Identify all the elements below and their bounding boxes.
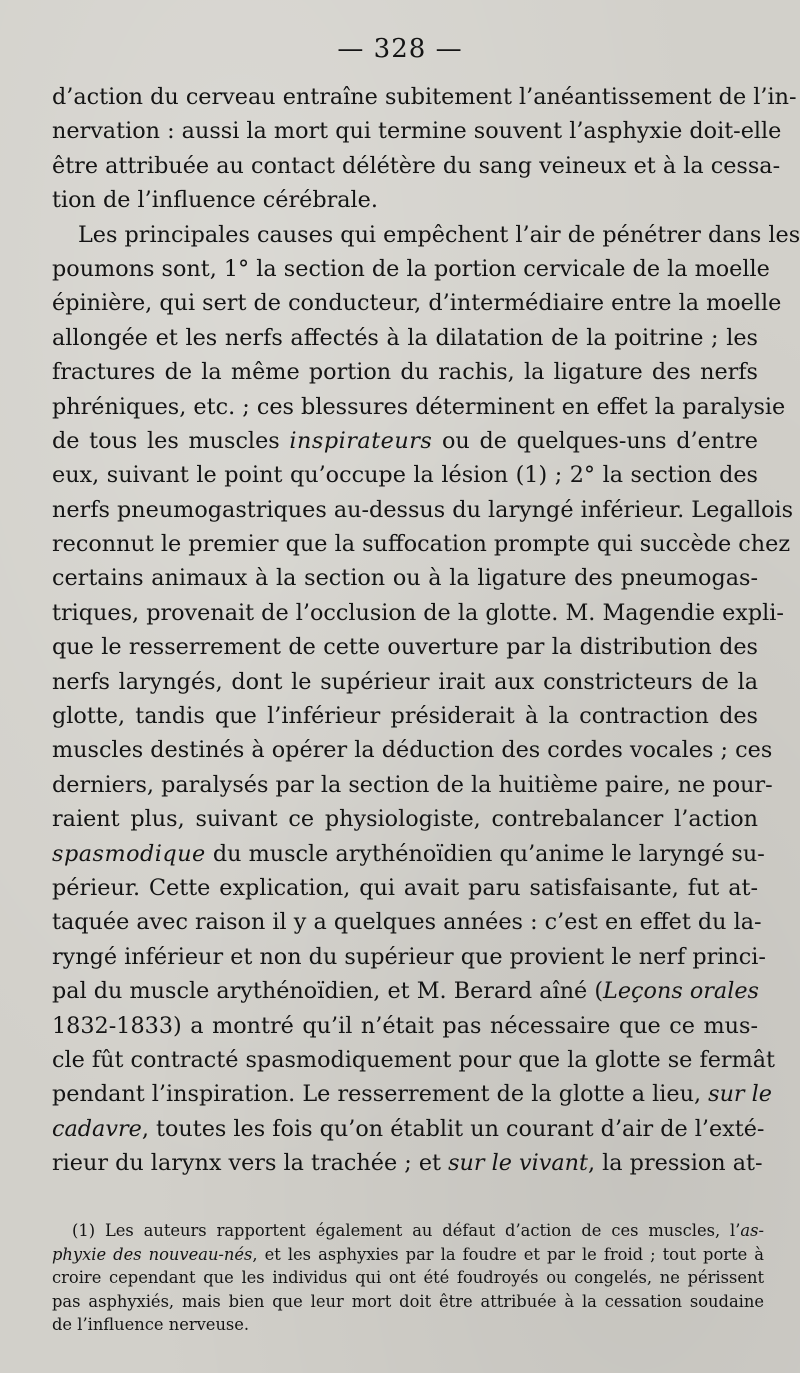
text-segment: ou de quelques-uns d’entre bbox=[432, 427, 758, 454]
italic-term: phyxie des nouveau-nés bbox=[52, 1244, 253, 1264]
text-line: taquée avec raison il y a quelques années : c’est en effet du la- bbox=[52, 909, 762, 936]
text-segment: pendant l’inspiration. Le resserrement de la glotte a lieu, bbox=[52, 1081, 709, 1108]
text-line: nerfs laryngés, dont le supérieur irait aux constricteurs de la bbox=[52, 668, 758, 695]
italic-term: inspirateurs bbox=[289, 427, 433, 454]
text-line: fractures de la même portion du rachis, la ligature des nerfs bbox=[52, 359, 758, 386]
text-line: cle fût contracté spasmodiquement pour que la glotte se fermât bbox=[52, 1046, 775, 1073]
paragraph-start-line: Les principales causes qui empêchent l’air de pénétrer dans les bbox=[78, 221, 800, 248]
italic-term: sur le bbox=[708, 1081, 772, 1108]
text-line bbox=[52, 837, 765, 871]
text-line: allongée et les nerfs affectés à la dilatation de la poitrine ; les bbox=[52, 324, 758, 351]
text-line: poumons sont, 1° la section de la portion cervicale de la moelle bbox=[52, 255, 770, 282]
text-line: nerfs pneumogastriques au-dessus du laryngé inférieur. Legallois bbox=[52, 496, 794, 523]
text-line bbox=[52, 974, 758, 1008]
footnote bbox=[52, 1219, 764, 1337]
text-line: phréniques, etc. ; ces blessures déterminent en effet la paralysie bbox=[52, 393, 786, 420]
main-text bbox=[52, 80, 800, 1181]
text-line bbox=[52, 424, 758, 458]
text-line: derniers, paralysés par la section de la huitième paire, ne pour- bbox=[52, 771, 773, 798]
italic-term: cadavre bbox=[52, 1115, 142, 1142]
text-line: certains animaux à la section ou à la ligature des pneumogas- bbox=[52, 565, 758, 592]
text-line: triques, provenait de l’occlusion de la glotte. M. Magendie expli- bbox=[52, 599, 784, 626]
text-line: 1832-1833) a montré qu’il n’était pas nécessaire que ce mus- bbox=[52, 1012, 758, 1039]
footnote-line: pas asphyxiés, mais bien que leur mort doit être attribuée à la cessation soudaine bbox=[52, 1291, 764, 1311]
text-line bbox=[52, 1146, 763, 1180]
italic-term: sur le vivant bbox=[448, 1150, 588, 1177]
text-segment: pal du muscle arythénoïdien, et M. Berard aîné ( bbox=[52, 978, 604, 1005]
text-line: tion de l’influence cérébrale. bbox=[52, 187, 378, 214]
text-line: raient plus, suivant ce physiologiste, contrebalancer l’action bbox=[52, 806, 758, 833]
italic-term: as- bbox=[740, 1221, 764, 1240]
text-line: que le resserrement de cette ouverture par la distribution des bbox=[52, 634, 758, 661]
footnote-line: croire cependant que les individus qui ont été foudroyés ou congelés, ne périssent bbox=[52, 1268, 764, 1288]
text-segment: de tous les muscles bbox=[52, 427, 290, 454]
text-segment: , et les asphyxies par la foudre et par le froid ; tout porte à bbox=[252, 1244, 764, 1264]
text-line: muscles destinés à opérer la déduction des cordes vocales ; ces bbox=[52, 737, 773, 764]
text-segment: (1) Les auteurs rapportent également au défaut d’action de ces muscles, l’ bbox=[72, 1221, 741, 1240]
text-segment: du muscle arythénoïdien qu’anime le laryngé su- bbox=[205, 840, 765, 867]
footnote-line: de l’influence nerveuse. bbox=[52, 1315, 250, 1335]
text-line: être attribuée au contact délétère du sang veineux et à la cessa- bbox=[52, 152, 781, 179]
text-segment: , la pression at- bbox=[588, 1150, 763, 1177]
italic-term: Leçons orales bbox=[603, 978, 759, 1005]
text-line: eux, suivant le point qu’occupe la lésion (1) ; 2° la section des bbox=[52, 462, 758, 489]
text-line: nervation : aussi la mort qui termine souvent l’asphyxie doit-elle bbox=[52, 118, 782, 145]
page-number: — 328 — bbox=[337, 34, 463, 64]
text-line: d’action du cerveau entraîne subitement l’anéantissement de l’in- bbox=[52, 84, 797, 110]
text-segment: , toutes les fois qu’on établit un courant d’air de l’exté- bbox=[141, 1115, 765, 1142]
footnote-line bbox=[52, 1219, 764, 1243]
text-segment: rieur du larynx vers la trachée ; et bbox=[52, 1150, 449, 1177]
text-line: ryngé inférieur et non du supérieur que provient le nerf princi- bbox=[52, 943, 766, 970]
italic-term: spasmodique bbox=[52, 840, 206, 867]
text-line bbox=[52, 1077, 772, 1111]
footnote-line bbox=[52, 1243, 764, 1267]
text-line: périeur. Cette explication, qui avait paru satisfaisante, fut at- bbox=[52, 874, 758, 901]
text-line: reconnut le premier que la suffocation prompte qui succède chez bbox=[52, 531, 791, 558]
text-line: épinière, qui sert de conducteur, d’intermédiaire entre la moelle bbox=[52, 290, 782, 317]
text-line: glotte, tandis que l’inférieur présiderait à la contraction des bbox=[52, 703, 758, 730]
text-line bbox=[52, 1112, 765, 1146]
